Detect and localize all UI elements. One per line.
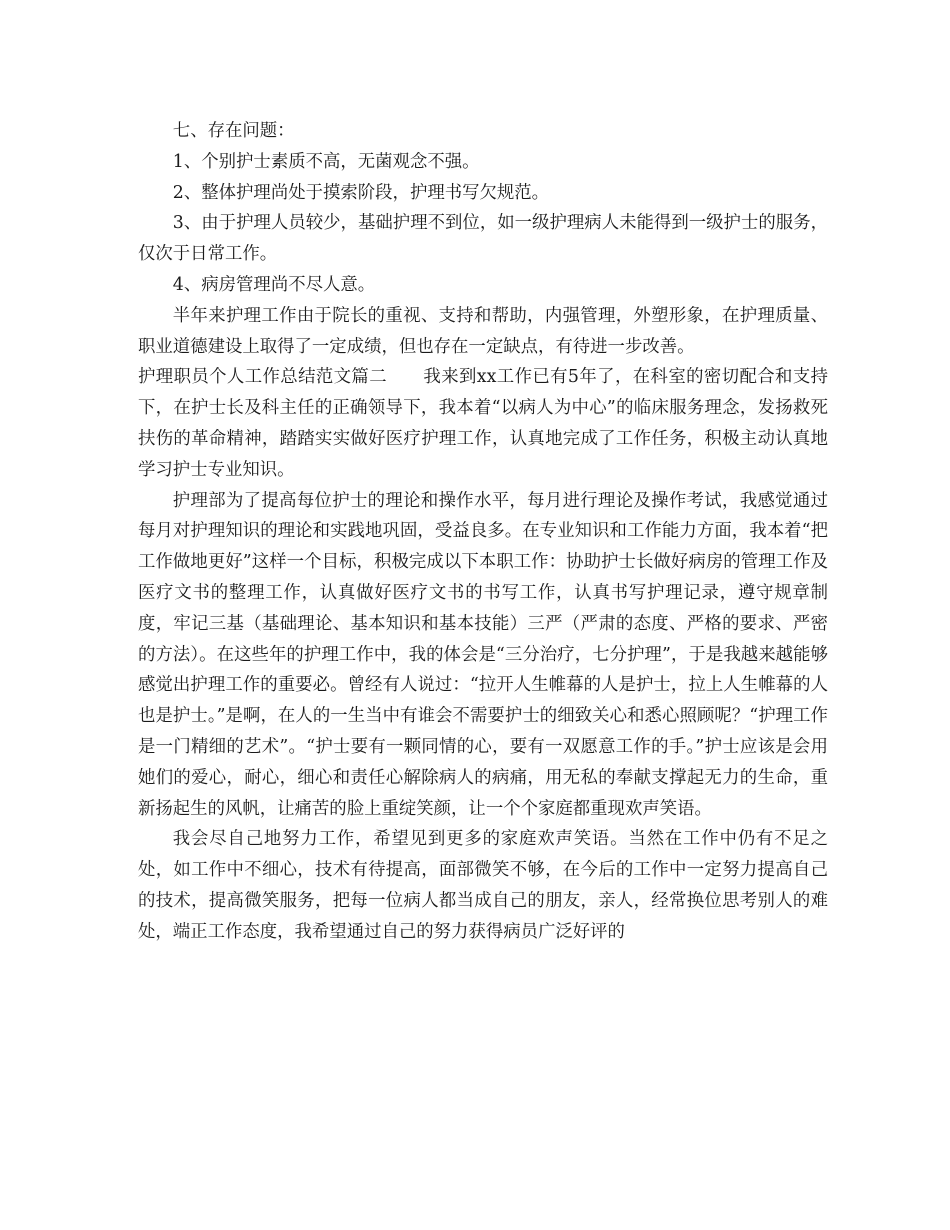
document-page [138,116,828,948]
problem-item-2: 2、整体护理尚处于摸索阶段，护理书写欠规范。 [172,182,550,203]
body-paragraph-nursing-dept: 护理部为了提高每位护士的理论和操作水平，每月进行理论及操作考试，我感觉通过每月对护理知识的理论和实践地巩固，受益良多。在专业知识和工作能力方面，我本着“把工作做地更好”这样一个目标，积极完成以下本职工作：协助护士长做好病房的管理工作及医疗文书的整理工作，认真做好医疗文书的书写工作，认真书写护理记录，遵守规章制度，牢记三基（基础理论、基本知识和基本技能）三严（严肃的态度、严格的要求、严密的方法）。在这些年的护理工作中，我的体会是“三分治疗，七分护理”，于是我越来越能够感觉出护理工作的重要必。曾经有人说过：“拉开人生帷幕的人是护士，拉上人生帷幕的人也是护士。”是啊，在人的一生当中有谁会不需要护士的细致关心和悉心照顾呢？“护理工作是一门精细的艺术”。“护士要有一颗同情的心，要有一双愿意工作的手。”护士应该是会用她们的爱心，耐心，细心和责任心解除病人的病痛，用无私的奉献支撑起无力的生命，重新扬起生的风帆，让痛苦的脸上重绽笑颜，让一个个家庭都重现欢声笑语。 [138,490,828,819]
section-heading-problems: 七、存在问题： [172,121,295,141]
article-two-paragraph [138,362,828,485]
problem-item-3: 3、由于护理人员较少，基础护理不到位，如一级护理病人未能得到一级护士的服务，仅次于日常工作。 [138,213,828,265]
article-two-intro: 我来到xx工作已有5年了，在科室的密切配合和支持下，在护士长及科主任的正确领导下，我本着“以病人为中心”的临床服务理念，发扬救死扶伤的革命精神，踏踏实实做好医疗护理工作，认真地完成了工作任务，积极主动认真地学习护士专业知识。 [138,367,828,480]
body-paragraph-future-work: 我会尽自己地努力工作，希望见到更多的家庭欢声笑语。当然在工作中仍有不足之处，如工作中不细心，技术有待提高，面部微笑不够，在今后的工作中一定努力提高自己的技术，提高微笑服务，把每一位病人都当成自己的朋友，亲人，经常换位思考别人的难处，端正工作态度，我希望通过自己的努力获得病员广泛好评的 [138,829,828,942]
problem-item-4: 4、病房管理尚不尽人意。 [172,274,376,295]
problem-item-1: 1、个别护士素质不高，无菌观念不强。 [172,151,480,172]
half-year-summary-paragraph: 半年来护理工作由于院长的重视、支持和帮助，内强管理，外塑形象，在护理质量、职业道德建设上取得了一定成绩，但也存在一定缺点，有待进一步改善。 [138,305,828,357]
article-two-heading: 护理职员个人工作总结范文篇二 [138,367,388,388]
